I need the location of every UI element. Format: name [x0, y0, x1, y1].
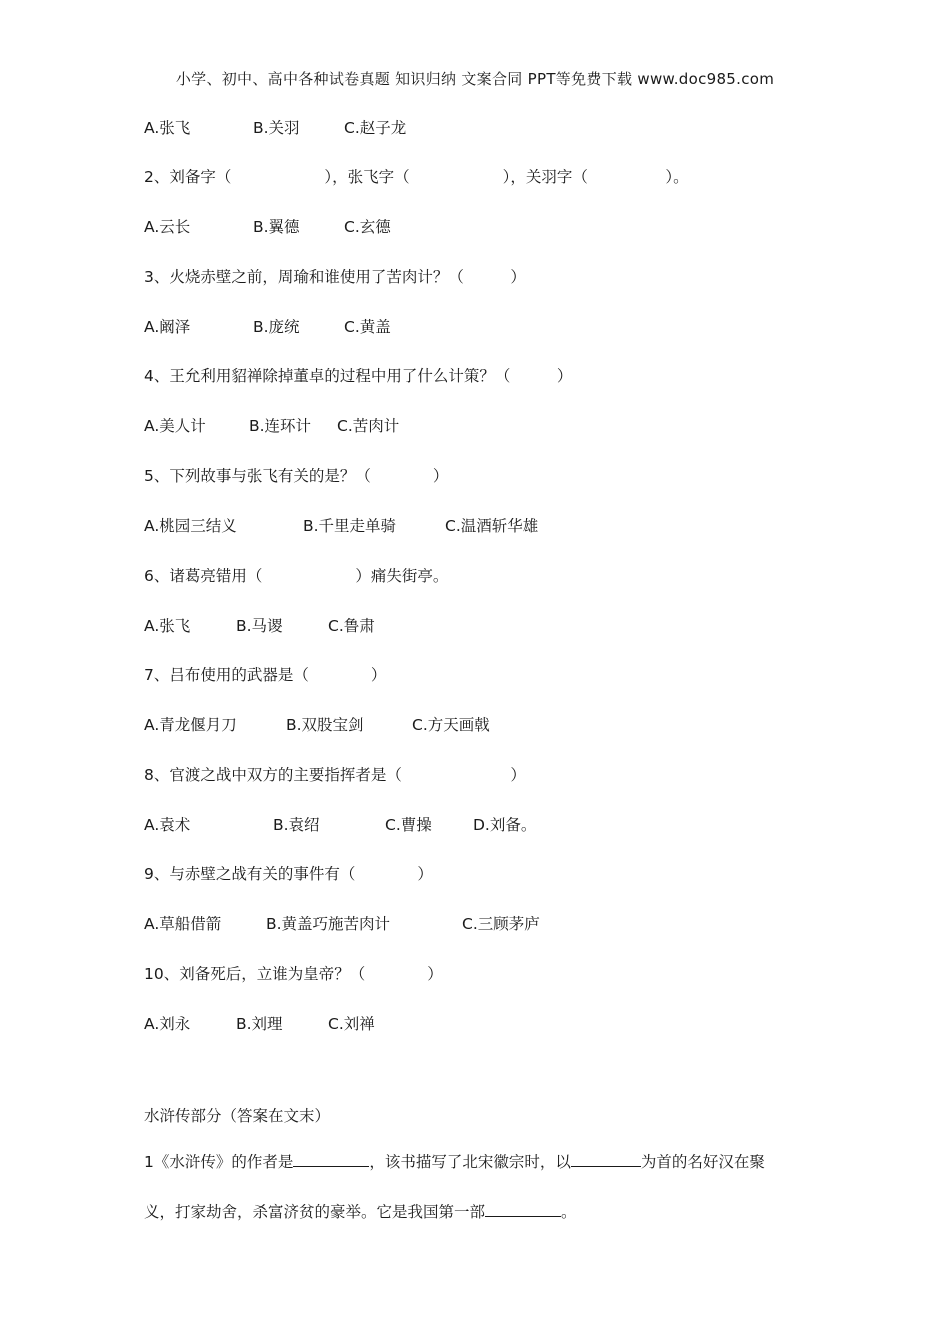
page-header: 小学、初中、高中各种试卷真题 知识归纳 文案合同 PPT等免费下载 www.doc985.com — [175, 70, 775, 88]
option-a: A.草船借箭 — [144, 915, 222, 933]
option-c: C.鲁肃 — [328, 617, 375, 635]
question-5: 5、下列故事与张飞有关的是？（ ） — [144, 467, 449, 485]
option-b: B.刘理 — [236, 1015, 283, 1033]
question-text: 义，打家劫舍，杀富济贫的豪举。它是我国第一部 — [144, 1203, 486, 1221]
question-10: 10、刘备死后，立谁为皇帝？（ ） — [144, 965, 443, 983]
option-d: D.刘备。 — [473, 816, 537, 834]
option-c: C.玄德 — [344, 218, 391, 236]
question-text: 1《水浒传》的作者是 — [144, 1153, 294, 1171]
question-3: 3、火烧赤壁之前，周瑜和谁使用了苦肉计？（ ） — [144, 268, 526, 286]
option-a: A.张飞 — [144, 119, 191, 137]
option-b: B.黄盖巧施苦肉计 — [266, 915, 391, 933]
shuihu-question-1-line-2 — [144, 1200, 577, 1222]
answer-blank — [485, 1200, 561, 1217]
option-b: B.连环计 — [249, 417, 312, 435]
question-text: 为首的名好汉在聚 — [640, 1153, 765, 1171]
option-b: B.马谡 — [236, 617, 283, 635]
shuihu-question-1-line-1 — [144, 1150, 765, 1172]
option-a: A.阚泽 — [144, 318, 191, 336]
option-c: C.刘禅 — [328, 1015, 375, 1033]
question-4: 4、王允利用貂禅除掉董卓的过程中用了什么计策？（ ） — [144, 367, 573, 385]
option-a: A.张飞 — [144, 617, 191, 635]
option-a: A.云长 — [144, 218, 191, 236]
option-c: C.三顾茅庐 — [462, 915, 540, 933]
option-c: C.赵子龙 — [344, 119, 407, 137]
answer-blank — [293, 1150, 369, 1167]
option-c: C.曹操 — [385, 816, 432, 834]
question-9: 9、与赤壁之战有关的事件有（ ） — [144, 865, 433, 883]
question-text: ，该书描写了北宋徽宗时，以 — [369, 1153, 571, 1171]
answer-blank — [571, 1150, 641, 1167]
question-6: 6、诸葛亮错用（ ）痛失街亭。 — [144, 567, 449, 585]
option-a: A.青龙偃月刀 — [144, 716, 237, 734]
question-text: 。 — [561, 1203, 577, 1221]
option-c: C.方天画戟 — [412, 716, 490, 734]
question-2: 2、刘备字（ ），张飞字（ ），关羽字（ ）。 — [144, 168, 689, 186]
option-a: A.美人计 — [144, 417, 206, 435]
option-b: B.翼德 — [253, 218, 300, 236]
question-7: 7、吕布使用的武器是（ ） — [144, 666, 387, 684]
option-c: C.温酒斩华雄 — [445, 517, 539, 535]
question-8: 8、官渡之战中双方的主要指挥者是（ ） — [144, 766, 526, 784]
option-b: B.双股宝剑 — [286, 716, 364, 734]
option-a: A.袁术 — [144, 816, 191, 834]
option-c: C.黄盖 — [344, 318, 391, 336]
option-b: B.千里走单骑 — [303, 517, 397, 535]
option-a: A.桃园三结义 — [144, 517, 237, 535]
option-b: B.关羽 — [253, 119, 300, 137]
option-c: C.苦肉计 — [337, 417, 400, 435]
section-title: 水浒传部分（答案在文末） — [144, 1107, 331, 1125]
option-a: A.刘永 — [144, 1015, 191, 1033]
option-b: B.袁绍 — [273, 816, 320, 834]
option-b: B.庞统 — [253, 318, 300, 336]
